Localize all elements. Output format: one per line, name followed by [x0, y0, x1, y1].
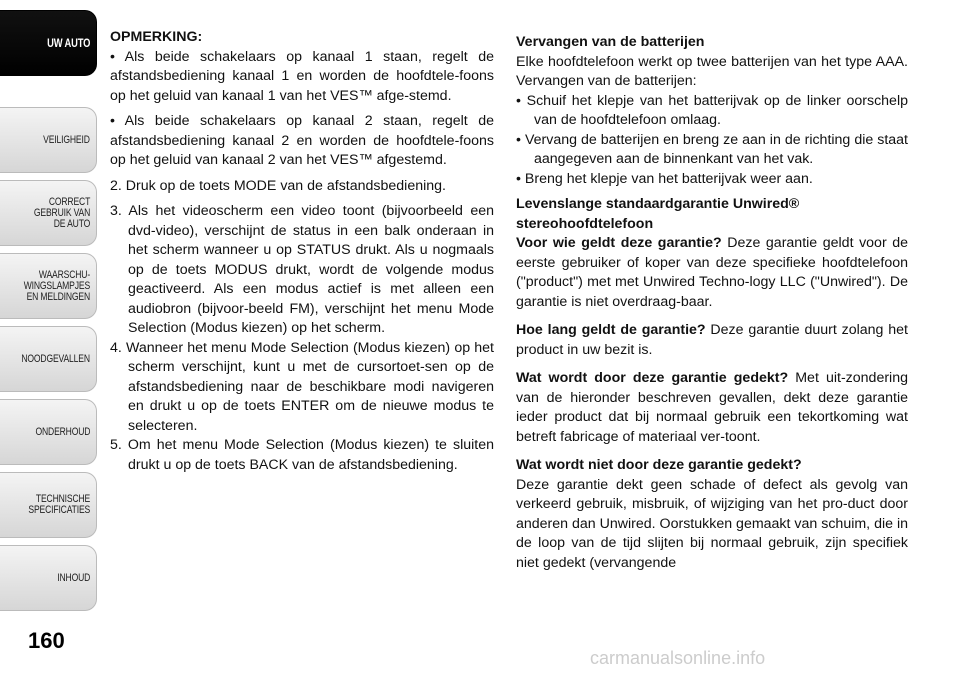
page-number: 160: [28, 628, 65, 653]
battery-intro: Elke hoofdtelefoon werkt op twee batterijen van het type AAA. Vervangen van de batterijen:: [516, 53, 908, 89]
battery-bullet-3: • Breng het klepje van het batterijvak weer aan.: [516, 170, 813, 187]
warranty-who: Voor wie geldt deze garantie? Deze garantie geldt voor de eerste gebruiker of koper van deze specifieke hoofdtelefoon ("product") met met Unwired Techno-logy LLC ("Unwired"). De garantie is niet overdraag-baar.: [516, 235, 909, 310]
warranty-heading-2: stereohoofdtelefoon: [516, 215, 654, 232]
step-2: 2. Druk op de toets MODE van de afstandsbediening.: [110, 177, 446, 194]
warranty-not-covered-heading: Wat wordt niet door deze garantie gedekt?: [516, 457, 802, 473]
warranty-how-long: Hoe lang geldt de garantie? Deze garantie duurt zolang het product in uw bezit is.: [516, 322, 908, 358]
battery-bullet-2: • Vervang de batterijen en breng ze aan in de richting die staat aangegeven aan de binnenkant van het vak.: [516, 131, 908, 167]
note-heading: OPMERKING:: [110, 29, 203, 45]
step-4: 4. Wanneer het menu Mode Selection (Modus kiezen) op het scherm verschijnt, kunt u met de cursortoet-sen op de afstandsbediening naar de beschikbare modi navigeren en drukt u op de toets ENTER om de nieuwe modus te selecteren.: [110, 339, 494, 434]
right-column: [516, 33, 908, 573]
warranty-not-covered: Deze garantie dekt geen schade of defect als gevolg van verkeerd gebruik, misbruik, of wijziging van het pro-duct door anderen dan Unwired. Oorstukken gemaakt van schuim, die in de loop van de tijd slijten bij normaal gebruik, zijn specifiek niet gedekt (vervangende: [516, 476, 908, 571]
watermark: carmanualsonline.info: [590, 648, 766, 668]
battery-heading: Vervangen van de batterijen: [516, 34, 705, 50]
section-tabs: [0, 0, 98, 678]
tab-uw-auto[interactable]: UW AUTO: [0, 10, 97, 76]
note-bullet-1: • Als beide schakelaars op kanaal 1 staan, regelt de afstandsbediening kanaal 1 en worden de hoofdtele-foons op het geluid van kanaal 1 van het VES™ afge-stemd.: [110, 48, 494, 104]
tab-inhoud[interactable]: INHOUD: [0, 545, 97, 611]
warranty-covered: Wat wordt door deze garantie gedekt? Met uit-zondering van de hieronder beschreven gevallen, dekt deze garantie ieder product dat bij normaal gebruik een tekortkoming wat betreft fabricage of materiaal ver-toont.: [516, 370, 908, 445]
tab-correct-gebruik[interactable]: CORRECT GEBRUIK VAN DE AUTO: [0, 180, 97, 246]
tab-onderhoud[interactable]: ONDERHOUD: [0, 399, 97, 465]
tab-waarschuwingslampjes[interactable]: WAARSCHU- WINGSLAMPJES EN MELDINGEN: [0, 253, 97, 319]
tab-technische-specificaties[interactable]: TECHNISCHE SPECIFICATIES: [0, 472, 97, 538]
step-5: 5. Om het menu Mode Selection (Modus kiezen) te sluiten drukt u op de toets BACK van de afstandsbediening.: [110, 437, 494, 473]
step-3: 3. Als het videoscherm een video toont (bijvoorbeeld een dvd-video), verschijnt de status in een balk onderaan in het scherm wanneer u op STATUS drukt. Als u nogmaals op de toets MODUS drukt, wordt de volgende modus geactiveerd. Als een modus actief is met alleen een audiobron (bijvoor-beeld FM), verschijnt het menu Mode Selection (Modus kiezen) op het scherm.: [110, 203, 494, 336]
left-column: [110, 28, 494, 475]
tab-veiligheid[interactable]: VEILIGHEID: [0, 107, 97, 173]
note-bullet-2: • Als beide schakelaars op kanaal 2 staan, regelt de afstandsbediening kanaal 2 en worden de hoofdtele-foons op het geluid van kanaal 2 van het VES™ afgestemd.: [110, 113, 494, 168]
tab-noodgevallen[interactable]: NOODGEVALLEN: [0, 326, 97, 392]
warranty-heading: Levenslange standaardgarantie Unwired®: [516, 196, 800, 212]
battery-bullet-1: • Schuif het klepje van het batterijvak op de linker oorschelp van de hoofdtelefoon omlaag.: [516, 92, 908, 128]
